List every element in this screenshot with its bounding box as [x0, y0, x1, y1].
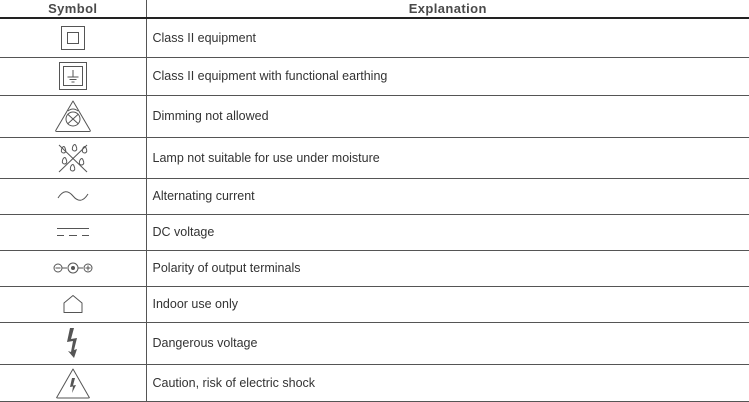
symbol-cell: [0, 250, 146, 286]
table-header-row: [0, 0, 749, 18]
table-row: [0, 322, 749, 364]
symbol-cell: [0, 214, 146, 250]
table-row: [0, 18, 749, 57]
electric-shock-warning-icon: [55, 367, 91, 399]
explanation-cell: Dangerous voltage: [146, 322, 749, 364]
class-ii-functional-earth-icon: [58, 61, 88, 91]
alternating-current-icon: [57, 189, 89, 203]
dc-voltage-icon: [56, 225, 90, 239]
indoor-use-icon: [62, 294, 84, 314]
symbol-cell: [0, 95, 146, 137]
polarity-terminals-icon: [52, 261, 94, 275]
dimming-not-allowed-icon: [54, 99, 92, 133]
explanation-column-header: Explanation: [146, 0, 749, 18]
symbol-cell: [0, 18, 146, 57]
symbol-cell: [0, 137, 146, 178]
explanation-cell: DC voltage: [146, 214, 749, 250]
dangerous-voltage-icon: [64, 327, 82, 359]
explanation-cell: Caution, risk of electric shock: [146, 364, 749, 401]
explanation-cell: Indoor use only: [146, 286, 749, 322]
explanation-cell: Alternating current: [146, 178, 749, 214]
symbol-cell: [0, 286, 146, 322]
symbol-cell: [0, 178, 146, 214]
explanation-cell: Lamp not suitable for use under moisture: [146, 137, 749, 178]
symbol-column-header: Symbol: [0, 0, 146, 18]
table-row: [0, 286, 749, 322]
table-row: [0, 95, 749, 137]
symbol-cell: [0, 322, 146, 364]
table-row: [0, 57, 749, 95]
class-ii-equipment-icon: [60, 25, 86, 51]
table-row: [0, 214, 749, 250]
table-row: [0, 178, 749, 214]
explanation-cell: Dimming not allowed: [146, 95, 749, 137]
explanation-cell: Class II equipment with functional earthing: [146, 57, 749, 95]
explanation-cell: Polarity of output terminals: [146, 250, 749, 286]
explanation-cell: Class II equipment: [146, 18, 749, 57]
symbol-cell: [0, 57, 146, 95]
symbol-cell: [0, 364, 146, 401]
table-row: [0, 137, 749, 178]
not-suitable-moisture-icon: [56, 142, 90, 174]
table-row: [0, 364, 749, 401]
table-row: [0, 250, 749, 286]
